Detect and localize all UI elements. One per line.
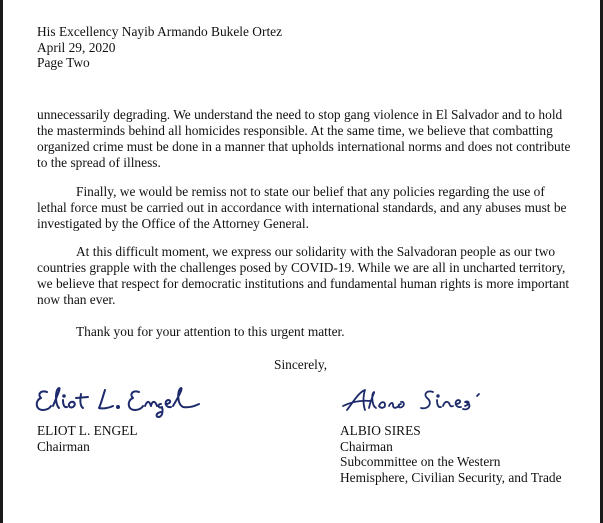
signer-sires (340, 423, 562, 485)
signer-title-line-2: Subcommittee on the Western (340, 454, 501, 469)
sires-signature (341, 384, 501, 425)
signer-name: ELIOT L. ENGEL (37, 423, 138, 438)
body-paragraph-1 (37, 107, 577, 171)
body-paragraph-3 (37, 244, 577, 308)
date-line: April 29, 2020 (37, 39, 116, 55)
body-paragraph-4 (37, 324, 577, 340)
page-number-line: Page Two (37, 55, 90, 70)
body-paragraph-2 (37, 184, 577, 232)
signer-name: ALBIO SIRES (340, 423, 421, 438)
paragraph-text: Finally, we would be remiss not to state our belief that any policies regarding the use of lethal force must be carried out in accordance with international standards, and any abuses must be investigated by the Office of the Attorney General. (37, 184, 567, 231)
paragraph-text: At this difficult moment, we express our solidarity with the Salvadoran people as our two countries grapple with the challenges posed by COVID-19. While we are all in uncharted territory, we believe that respect for democratic institutions and fundamental human rights is more important now than ever. (37, 244, 570, 307)
paragraph-text: unnecessarily degrading. We understand the need to stop gang violence in El Salvador and to hold the masterminds behind all homicides responsible. At the same time, we believe that combatting organized crime must be done in a manner that upholds international norms and does not contribute to the spread of illness. (37, 107, 571, 170)
closing-line: Sincerely, (274, 357, 328, 372)
signer-title: Chairman (37, 438, 90, 454)
paragraph-text: Thank you for your attention to this urgent matter. (76, 324, 345, 339)
signer-engel (37, 423, 138, 454)
signer-title: Chairman (340, 438, 393, 454)
letter-header (37, 24, 282, 71)
engel-signature (33, 384, 203, 425)
signer-title-line-3: Hemisphere, Civilian Security, and Trade (340, 469, 562, 485)
recipient-line: His Excellency Nayib Armando Bukele Ortez (37, 24, 283, 39)
